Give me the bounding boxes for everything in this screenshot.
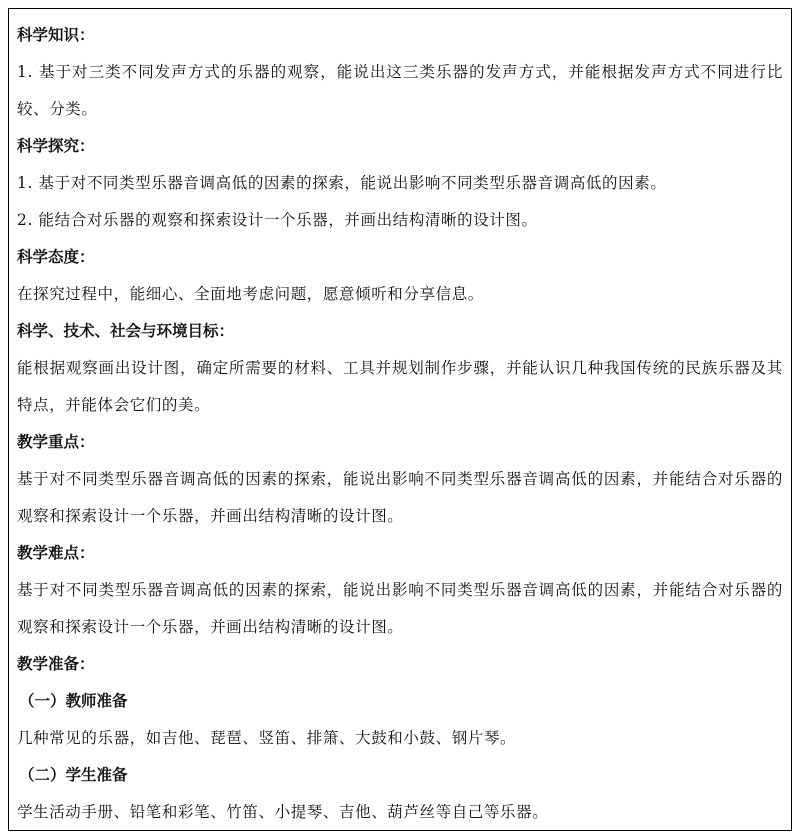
attitude-heading: 科学态度： — [17, 248, 95, 266]
knowledge-item-1: 1. 基于对三类不同发声方式的乐器的观察，能说出这三类乐器的发声方式，并能根据发声方式不同进行比较、分类。 — [17, 63, 783, 118]
difficulties-heading: 教学难点： — [17, 544, 95, 562]
stse-text: 能根据观察画出设计图，确定所需要的材料、工具并规划制作步骤，并能认识几种我国传统的民族乐器及其特点，并能体会它们的美。 — [17, 359, 783, 414]
key-points-heading: 教学重点： — [17, 433, 95, 451]
teacher-preparation-heading: （一）教师准备 — [19, 692, 128, 710]
teacher-preparation-text: 几种常见的乐器，如吉他、琵琶、竖笛、排箫、大鼓和小鼓、钢片琴。 — [17, 729, 517, 747]
inquiry-item-2: 2. 能结合对乐器的观察和探索设计一个乐器，并画出结构清晰的设计图。 — [17, 211, 538, 229]
key-points-text: 基于对不同类型乐器音调高低的因素的探索，能说出影响不同类型乐器音调高低的因素，并能结合对乐器的观察和探索设计一个乐器，并画出结构清晰的设计图。 — [17, 470, 783, 525]
inquiry-item-1: 1. 基于对不同类型乐器音调高低的因素的探索，能说出影响不同类型乐器音调高低的因素。 — [17, 174, 667, 192]
student-preparation-heading: （二）学生准备 — [19, 766, 128, 784]
inquiry-heading: 科学探究： — [17, 137, 95, 155]
student-preparation-text: 学生活动手册、铅笔和彩笔、竹笛、小提琴、吉他、葫芦丝等自己等乐器。 — [17, 803, 549, 821]
preparation-heading: 教学准备： — [17, 655, 95, 673]
knowledge-heading: 科学知识： — [17, 26, 95, 44]
attitude-text: 在探究过程中，能细心、全面地考虑问题，愿意倾听和分享信息。 — [17, 285, 484, 303]
stse-heading: 科学、技术、社会与环境目标： — [17, 322, 235, 340]
document-box — [8, 8, 792, 831]
difficulties-text: 基于对不同类型乐器音调高低的因素的探索，能说出影响不同类型乐器音调高低的因素，并能结合对乐器的观察和探索设计一个乐器，并画出结构清晰的设计图。 — [17, 581, 783, 636]
